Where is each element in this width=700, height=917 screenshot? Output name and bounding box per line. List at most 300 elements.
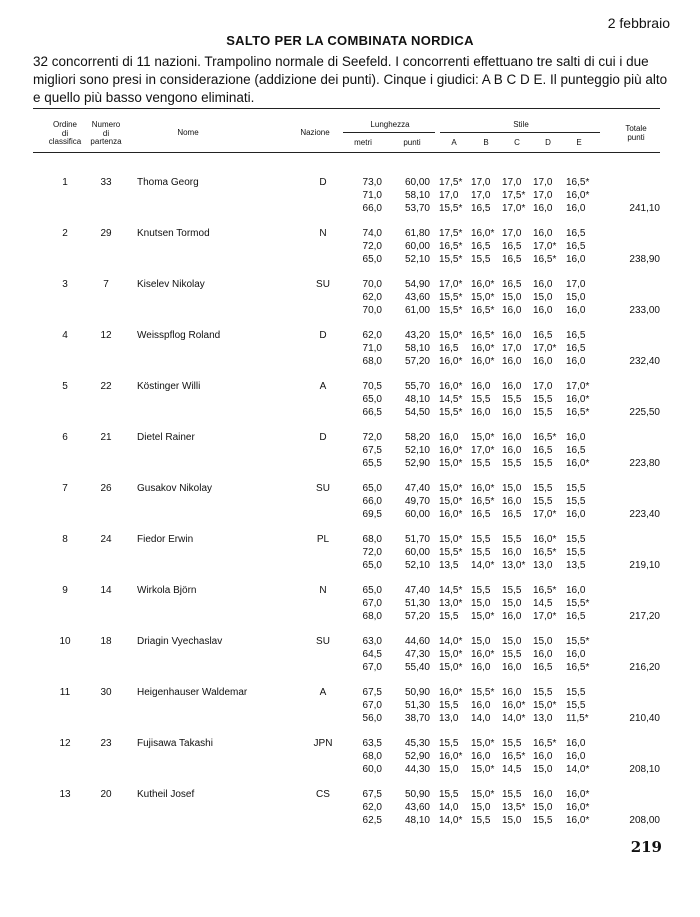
jump-points: 49,70 (404, 496, 430, 507)
jump-points: 51,70 (404, 534, 430, 545)
jump-distance: 62,0 (362, 330, 382, 341)
jump-distance: 74,0 (362, 228, 382, 239)
judge-score: 15,0* (439, 330, 463, 341)
nation-cell: JPN (313, 738, 333, 749)
judge-score: 16,0* (439, 687, 463, 698)
judge-score: 16,5* (439, 241, 463, 252)
header-punti: punti (403, 138, 421, 147)
judge-score: 15,0* (471, 789, 495, 800)
judge-score: 15,5* (439, 407, 463, 418)
judge-score: 16,5 (566, 611, 586, 622)
judge-score: 16,5* (533, 738, 557, 749)
judge-score: 15,0* (439, 662, 463, 673)
judge-score: 14,0 (471, 713, 491, 724)
judge-score: 17,0* (533, 343, 557, 354)
judge-score: 17,5* (439, 177, 463, 188)
judge-score: 15,5 (502, 789, 522, 800)
judge-score: 16,0 (533, 279, 553, 290)
jump-distance: 67,5 (362, 789, 382, 800)
page-number: 219 (630, 838, 662, 856)
athlete-name: Knutsen Tormod (137, 228, 210, 239)
judge-score: 16,5* (566, 177, 590, 188)
judge-score: 13,0 (533, 560, 553, 571)
judge-score: 16,0 (502, 330, 522, 341)
judge-score: 15,5* (566, 636, 590, 647)
judge-score: 17,0 (502, 177, 522, 188)
header-lunghezza: Lunghezza (370, 120, 410, 129)
jump-distance: 68,0 (362, 356, 382, 367)
jump-distance: 67,5 (362, 445, 382, 456)
judge-score: 16,0 (502, 611, 522, 622)
jump-points: 54,50 (404, 407, 430, 418)
judge-score: 15,5 (566, 687, 586, 698)
jump-distance: 56,0 (362, 713, 382, 724)
bib-cell: 33 (100, 177, 112, 188)
jump-distance: 68,0 (362, 534, 382, 545)
header-stile: Stile (513, 120, 529, 129)
total-cell: 210,40 (629, 713, 660, 724)
jump-distance: 71,0 (362, 343, 382, 354)
judge-score: 13,5 (439, 560, 459, 571)
judge-score: 13,0 (533, 713, 553, 724)
total-cell: 223,80 (629, 458, 660, 469)
judge-score: 15,0* (471, 611, 495, 622)
judge-score: 16,0 (502, 432, 522, 443)
total-cell: 225,50 (629, 407, 660, 418)
judge-score: 16,0* (533, 534, 557, 545)
nation-cell: A (319, 687, 327, 698)
judge-score: 16,5 (533, 330, 553, 341)
jump-points: 51,30 (404, 598, 430, 609)
athlete-name: Wirkola Björn (137, 585, 197, 596)
judge-score: 17,0* (533, 611, 557, 622)
judge-score: 16,0 (471, 407, 491, 418)
judge-score: 15,0 (533, 636, 553, 647)
jump-points: 51,30 (404, 700, 430, 711)
total-cell: 223,40 (629, 509, 660, 520)
jump-distance: 70,0 (362, 279, 382, 290)
judge-score: 17,0* (439, 279, 463, 290)
judge-score: 15,0* (439, 496, 463, 507)
bib-cell: 24 (100, 534, 112, 545)
jump-points: 48,10 (404, 394, 430, 405)
jump-points: 58,10 (404, 190, 430, 201)
jump-points: 50,90 (404, 789, 430, 800)
jump-distance: 65,0 (362, 585, 382, 596)
judge-score: 16,0* (471, 343, 495, 354)
athlete-name: Köstinger Willi (137, 381, 201, 392)
judge-score: 15,0 (502, 815, 522, 826)
judge-score: 15,0 (471, 802, 491, 813)
jump-points: 47,40 (404, 585, 430, 596)
judge-score: 17,5* (502, 190, 526, 201)
table-row (0, 482, 700, 533)
table-row (0, 584, 700, 635)
judge-score: 15,5 (533, 815, 553, 826)
judge-score: 17,0 (502, 228, 522, 239)
athlete-name: Dietel Rainer (137, 432, 195, 443)
judge-score: 16,0* (566, 190, 590, 201)
nation-cell: SU (316, 636, 330, 647)
jump-points: 52,90 (404, 458, 430, 469)
table-row (0, 533, 700, 584)
nation-cell: SU (316, 279, 330, 290)
jump-points: 48,10 (404, 815, 430, 826)
nation-cell: PL (316, 534, 330, 545)
header-totale: Totale punti (625, 124, 647, 142)
judge-score: 15,0 (533, 292, 553, 303)
jump-distance: 72,0 (362, 432, 382, 443)
judge-score: 15,0 (566, 292, 586, 303)
jump-distance: 62,0 (362, 802, 382, 813)
nation-cell: A (319, 381, 327, 392)
judge-score: 16,0* (566, 458, 590, 469)
judge-score: 16,0* (439, 356, 463, 367)
judge-score: 16,5 (502, 241, 522, 252)
header-judge-c: C (514, 138, 520, 147)
judge-score: 15,0 (502, 636, 522, 647)
judge-score: 16,0* (471, 483, 495, 494)
bib-cell: 26 (100, 483, 112, 494)
athlete-name: Driagin Vyechaslav (137, 636, 223, 647)
total-cell: 208,10 (629, 764, 660, 775)
table-row (0, 788, 700, 839)
page-title: SALTO PER LA COMBINATA NORDICA (226, 33, 474, 48)
judge-score: 17,0 (471, 177, 491, 188)
jump-distance: 63,5 (362, 738, 382, 749)
jump-points: 54,90 (404, 279, 430, 290)
judge-score: 17,0* (471, 445, 495, 456)
jump-points: 61,00 (404, 305, 430, 316)
judge-score: 15,5 (439, 789, 459, 800)
judge-score: 16,5 (502, 279, 522, 290)
judge-score: 14,0* (439, 636, 463, 647)
judge-score: 17,0* (533, 241, 557, 252)
table-row (0, 431, 700, 482)
judge-score: 15,0 (533, 802, 553, 813)
judge-score: 15,5* (439, 292, 463, 303)
judge-score: 16,0* (502, 700, 526, 711)
judge-score: 16,5 (566, 241, 586, 252)
judge-score: 17,0* (566, 381, 590, 392)
jump-distance: 73,0 (362, 177, 382, 188)
bib-cell: 22 (100, 381, 112, 392)
judge-score: 16,0* (439, 445, 463, 456)
judge-score: 15,0* (471, 432, 495, 443)
judge-score: 15,5 (566, 534, 586, 545)
athlete-name: Fiedor Erwin (137, 534, 194, 545)
judge-score: 16,0* (566, 802, 590, 813)
judge-score: 16,5* (533, 585, 557, 596)
header-ordine: Ordine di classifica (48, 120, 82, 146)
judge-score: 15,5 (439, 700, 459, 711)
judge-score: 14,5 (502, 764, 522, 775)
judge-score: 15,5 (502, 585, 522, 596)
total-cell: 217,20 (629, 611, 660, 622)
judge-score: 15,0* (439, 483, 463, 494)
nation-cell: D (319, 432, 327, 443)
rank-cell: 7 (62, 483, 68, 494)
bib-cell: 12 (100, 330, 112, 341)
jump-points: 55,70 (404, 381, 430, 392)
jump-points: 43,60 (404, 292, 430, 303)
judge-score: 16,0* (471, 356, 495, 367)
judge-score: 14,0* (566, 764, 590, 775)
judge-score: 15,0 (439, 764, 459, 775)
judge-score: 16,0 (566, 509, 586, 520)
judge-score: 16,5* (533, 547, 557, 558)
judge-score: 15,0* (439, 458, 463, 469)
jump-distance: 66,0 (362, 496, 382, 507)
rank-cell: 4 (62, 330, 68, 341)
rank-cell: 11 (59, 687, 71, 698)
jump-points: 52,10 (404, 560, 430, 571)
judge-score: 15,0 (471, 636, 491, 647)
jump-distance: 68,0 (362, 751, 382, 762)
header-nazione: Nazione (300, 128, 330, 137)
judge-score: 15,0* (471, 764, 495, 775)
table-row (0, 329, 700, 380)
judge-score: 16,0 (502, 356, 522, 367)
jump-points: 55,40 (404, 662, 430, 673)
judge-score: 15,5 (533, 394, 553, 405)
judge-score: 15,5 (533, 496, 553, 507)
table-row (0, 737, 700, 788)
judge-score: 14,0* (471, 560, 495, 571)
judge-score: 13,5 (566, 560, 586, 571)
judge-score: 16,0 (533, 751, 553, 762)
rank-cell: 2 (62, 228, 68, 239)
judge-score: 16,5 (471, 203, 491, 214)
judge-score: 15,5 (566, 700, 586, 711)
judge-score: 15,5* (471, 687, 495, 698)
judge-score: 17,0 (439, 190, 459, 201)
judge-score: 16,0 (566, 432, 586, 443)
nation-cell: N (319, 228, 327, 239)
judge-score: 16,5 (533, 662, 553, 673)
jump-distance: 67,0 (362, 700, 382, 711)
judge-score: 15,5 (471, 585, 491, 596)
judge-score: 15,5 (439, 738, 459, 749)
jump-points: 58,10 (404, 343, 430, 354)
judge-score: 15,0* (471, 292, 495, 303)
total-cell: 232,40 (629, 356, 660, 367)
top-rule (33, 108, 660, 109)
jump-points: 57,20 (404, 356, 430, 367)
judge-score: 14,5* (439, 585, 463, 596)
judge-score: 15,0* (439, 534, 463, 545)
judge-score: 14,5* (439, 394, 463, 405)
judge-score: 15,5* (439, 547, 463, 558)
judge-score: 15,5 (471, 815, 491, 826)
results-table (0, 176, 700, 839)
judge-score: 16,0 (502, 547, 522, 558)
judge-score: 15,5 (471, 547, 491, 558)
judge-score: 15,5 (439, 611, 459, 622)
judge-score: 16,0* (439, 509, 463, 520)
jump-distance: 66,0 (362, 203, 382, 214)
judge-score: 17,0 (533, 177, 553, 188)
judge-score: 15,5 (566, 547, 586, 558)
judge-score: 15,5* (439, 305, 463, 316)
header-nome: Nome (177, 128, 199, 137)
judge-score: 16,5 (566, 343, 586, 354)
judge-score: 16,0 (566, 356, 586, 367)
judge-score: 16,0* (439, 381, 463, 392)
judge-score: 16,0 (533, 305, 553, 316)
jump-points: 60,00 (404, 241, 430, 252)
judge-score: 15,0* (471, 738, 495, 749)
jump-points: 60,00 (404, 547, 430, 558)
judge-score: 16,0 (533, 228, 553, 239)
table-row (0, 176, 700, 227)
jump-points: 57,20 (404, 611, 430, 622)
judge-score: 16,0 (502, 662, 522, 673)
nation-cell: D (319, 330, 327, 341)
athlete-name: Heigenhauser Waldemar (137, 687, 248, 698)
total-cell: 241,10 (629, 203, 660, 214)
jump-distance: 65,5 (362, 458, 382, 469)
judge-score: 11,5* (566, 713, 589, 724)
judge-score: 16,0* (439, 751, 463, 762)
judge-score: 15,0 (533, 764, 553, 775)
rank-cell: 1 (62, 177, 68, 188)
jump-points: 52,10 (404, 445, 430, 456)
judge-score: 15,0 (471, 598, 491, 609)
jump-distance: 65,0 (362, 483, 382, 494)
rank-cell: 12 (59, 738, 71, 749)
judge-score: 17,0* (502, 203, 526, 214)
judge-score: 15,5 (533, 687, 553, 698)
rank-cell: 9 (62, 585, 68, 596)
judge-score: 13,0 (439, 713, 459, 724)
judge-score: 16,0* (471, 228, 495, 239)
athlete-name: Gusakov Nikolay (137, 483, 213, 494)
bib-cell: 23 (100, 738, 112, 749)
judge-score: 15,5* (439, 203, 463, 214)
header-judge-e: E (576, 138, 582, 147)
jump-distance: 71,0 (362, 190, 382, 201)
judge-score: 17,0* (533, 509, 557, 520)
judge-score: 16,5 (566, 330, 586, 341)
jump-points: 53,70 (404, 203, 430, 214)
judge-score: 16,0 (502, 445, 522, 456)
rank-cell: 8 (62, 534, 68, 545)
bib-cell: 21 (100, 432, 112, 443)
judge-score: 16,0* (471, 279, 495, 290)
judge-score: 17,0 (566, 279, 586, 290)
judge-score: 16,5* (533, 432, 557, 443)
bib-cell: 7 (103, 279, 109, 290)
header-metri: metri (354, 138, 372, 147)
judge-score: 16,5 (439, 343, 459, 354)
intro-paragraph: 32 concorrenti di 11 nazioni. Trampolino normale di Seefeld. I concorrenti effettuano tre salti di cui i due migliori sono presi in considerazione (addizione dei punti). Cinque i giudici: A B C D E. Il punteggio più alto e quello più basso vengono eliminati. (33, 54, 668, 105)
jump-points: 43,60 (404, 802, 430, 813)
judge-score: 15,5* (566, 598, 590, 609)
judge-score: 16,0 (471, 751, 491, 762)
bib-cell: 29 (100, 228, 112, 239)
judge-score: 16,0* (566, 815, 590, 826)
nation-cell: D (319, 177, 327, 188)
judge-score: 15,0 (502, 292, 522, 303)
total-cell: 208,00 (629, 815, 660, 826)
judge-score: 16,5* (566, 407, 590, 418)
jump-distance: 65,0 (362, 394, 382, 405)
judge-score: 15,0* (533, 700, 557, 711)
judge-score: 13,0* (439, 598, 463, 609)
judge-score: 15,5 (471, 394, 491, 405)
judge-score: 14,0* (502, 713, 526, 724)
judge-score: 16,0 (502, 381, 522, 392)
header-judge-a: A (451, 138, 457, 147)
header-numero: Numero di partenza (90, 120, 122, 146)
stile-rule (440, 132, 600, 133)
jump-distance: 70,5 (362, 381, 382, 392)
judge-score: 15,5 (502, 738, 522, 749)
jump-distance: 66,5 (362, 407, 382, 418)
judge-score: 15,5 (566, 483, 586, 494)
judge-score: 16,0 (566, 254, 586, 265)
nation-cell: CS (316, 789, 330, 800)
judge-score: 16,5* (471, 305, 495, 316)
jump-distance: 67,0 (362, 662, 382, 673)
judge-score: 17,0 (533, 190, 553, 201)
judge-score: 16,5* (533, 254, 557, 265)
jump-distance: 69,5 (362, 509, 382, 520)
jump-distance: 72,0 (362, 547, 382, 558)
jump-points: 45,30 (404, 738, 430, 749)
judge-score: 15,5 (533, 458, 553, 469)
rank-cell: 5 (62, 381, 68, 392)
jump-distance: 65,0 (362, 560, 382, 571)
judge-score: 17,0 (471, 190, 491, 201)
jump-distance: 67,0 (362, 598, 382, 609)
athlete-name: Thoma Georg (137, 177, 199, 188)
table-row (0, 227, 700, 278)
judge-score: 16,0 (471, 381, 491, 392)
jump-distance: 68,0 (362, 611, 382, 622)
judge-score: 15,5 (471, 254, 491, 265)
judge-score: 16,0 (502, 496, 522, 507)
table-row (0, 278, 700, 329)
judge-score: 16,0 (566, 649, 586, 660)
total-cell: 233,00 (629, 305, 660, 316)
judge-score: 16,5 (502, 509, 522, 520)
judge-score: 14,0* (439, 815, 463, 826)
judge-score: 16,5 (471, 509, 491, 520)
bib-cell: 30 (100, 687, 112, 698)
jump-distance: 60,0 (362, 764, 382, 775)
athlete-name: Kutheil Josef (137, 789, 195, 800)
bib-cell: 14 (100, 585, 112, 596)
table-row (0, 686, 700, 737)
nation-cell: SU (316, 483, 330, 494)
judge-score: 16,0* (471, 649, 495, 660)
judge-score: 16,0 (566, 305, 586, 316)
total-cell: 216,20 (629, 662, 660, 673)
total-cell: 219,10 (629, 560, 660, 571)
judge-score: 15,5 (502, 394, 522, 405)
judge-score: 16,5* (471, 496, 495, 507)
judge-score: 16,0 (566, 738, 586, 749)
judge-score: 13,5* (502, 802, 526, 813)
judge-score: 16,0 (533, 649, 553, 660)
date: 2 febbraio (607, 15, 670, 31)
judge-score: 16,0* (566, 394, 590, 405)
bib-cell: 20 (100, 789, 112, 800)
judge-score: 15,5 (502, 534, 522, 545)
judge-score: 16,0 (502, 305, 522, 316)
